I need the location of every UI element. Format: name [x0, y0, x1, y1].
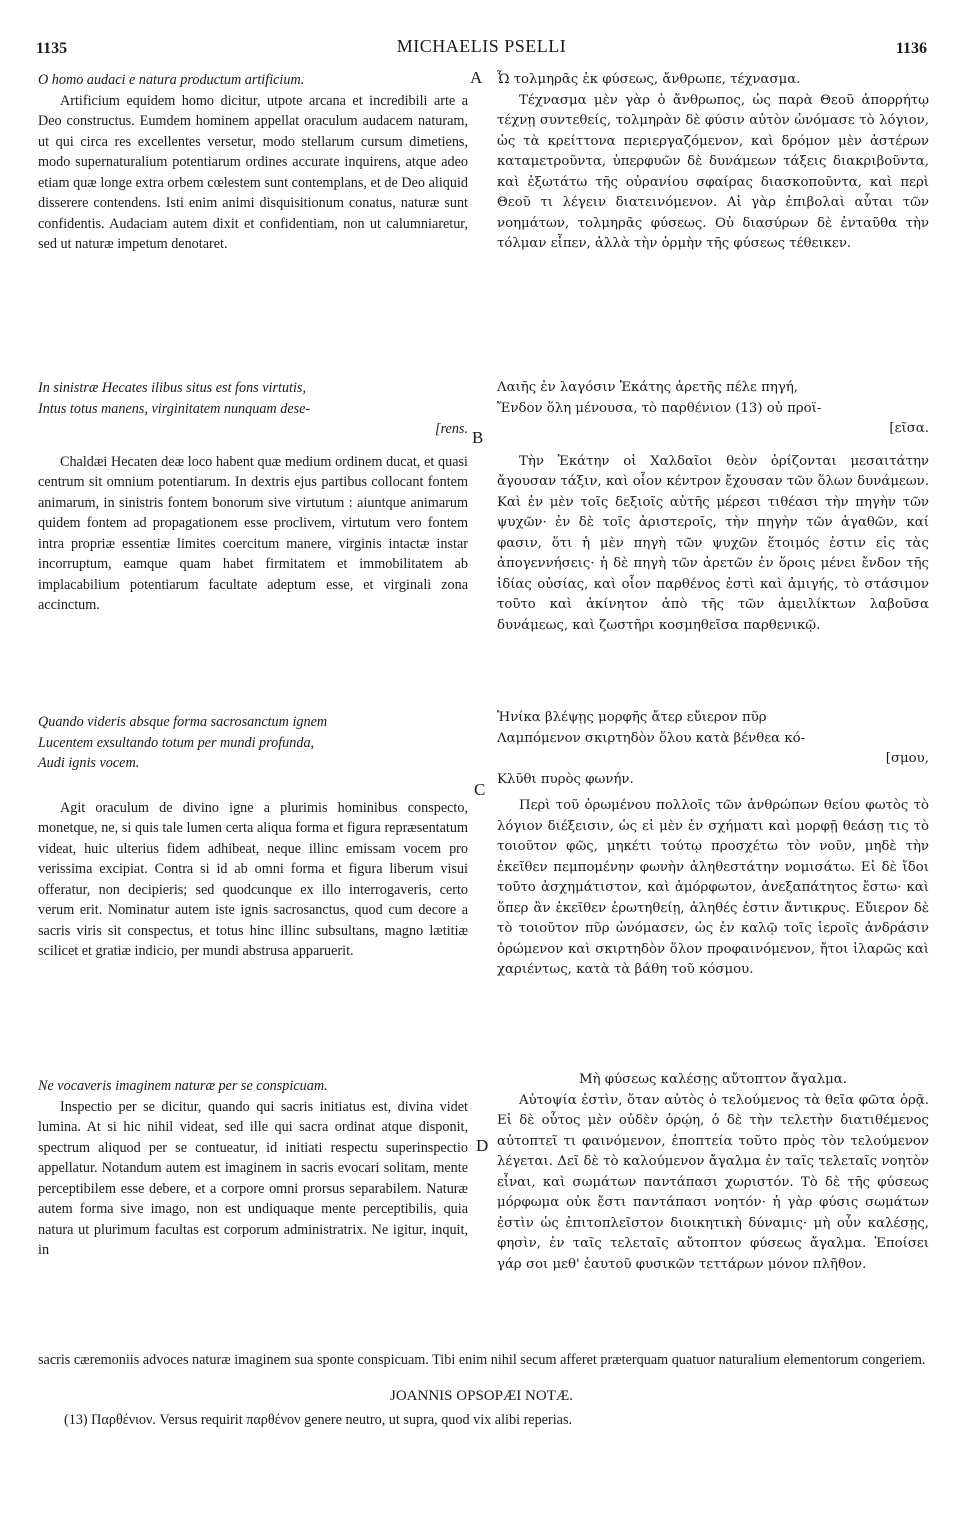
greek-section-3 [497, 708, 929, 981]
latin-lemma-3-line-1: Quando videris absque forma sacrosanctum ignem [38, 714, 328, 730]
section-marker-d: D [476, 1136, 489, 1155]
greek-lemma-1: Ὦ τολμηρᾶς ἐκ φύσεως, ἄνθρωπε, τέχνασμα. [497, 72, 801, 87]
greek-paragraph-4: Αὐτοψία ἐστὶν, ὅταν αὐτὸς ὁ τελούμενος τὰ θεῖα φῶτα ὁρᾷ. Εἰ δὲ οὗτος μὲν οὐδὲν ὁρῴη, ὁ δὲ τὴν τελετὴν διατιθέμενος αὐτοπτεῖ τι φαινόμενον, ἐποπτεία τοῦτο πρὸς τὸν τελούμενον λέγεται. Δεῖ δὲ τὸ καλούμενον ἄγαλμα ἐν ταῖς τελεταῖς νοητὸν εἶναι, καὶ σωμάτων παντάπασι χωριστόν. Τὸ δὲ τῆς φύσεως μόρφωμα οὐκ ἔστι παντάπασι νοητόν· ἡ γὰρ φύσις σωμάτων ἐστὶν ὡς ἐπιτοπλεῖστον διοικητικὴ δύναμις· μὴ οὖν καλέσῃς, φησὶν, ἐν ταῖς τελεταῖς αὔτοπτον φύσεως ἄγαλμα. Ἐποίσει γάρ σοι μεθ' ἑαυτοῦ φυσικῶν τεττάρων μόνον πλῆθον. [497, 1092, 929, 1272]
latin-continuation: sacris cæremoniis advoces naturæ imaginem sua sponte conspicuam. Tibi enim nihil secum afferet præterquam quatuor naturalium elementorum congeriem. [38, 1352, 926, 1368]
latin-lemma-2-line-1: In sinistræ Hecates ilibus situs est fons virtutis, [38, 380, 306, 396]
greek-lemma-2-line-2: Ἔνδον ὅλη μένουσα, τὸ παρθένιον (13) οὐ προϊ- [497, 400, 822, 416]
latin-lemma-4: Ne vocaveris imaginem naturæ per se conspicuam. [38, 1078, 328, 1094]
page-number-left: 1135 [36, 40, 68, 57]
latin-section-4 [38, 1076, 468, 1261]
latin-lemma-2-line-2: Intus totus manens, virginitatem nunquam dese- [38, 400, 311, 417]
greek-section-1 [497, 70, 929, 255]
latin-section-2 [38, 378, 468, 616]
page-number-right: 1136 [895, 40, 927, 57]
greek-paragraph-2: Τὴν Ἑκάτην οἱ Χαλδαῖοι θεὸν ὁρίζονται μεσαιτάτην ἄγουσαν τάξιν, καὶ οἷον κέντρον ἔχουσαν τῶν ὅλων δυνάμεων. Καὶ ἐν μὲν τοῖς δεξιοῖς αὐτῆς μέρεσι τιθέασι τὴν πηγὴν τῶν ψυχῶν· ἐν δὲ τοῖς ἀριστεροῖς, τὴν πηγὴν τῶν ἀγαθῶν, καί φασιν, ὅτι ἡ μὲν πηγὴ τῶν ψυχῶν ἕτοιμός ἐστιν εἰς τὰς ἀπογεννήσεις· ἡ δὲ πηγὴ τῶν ἀρετῶν ἐν ὅροις μένει ἔνδον τῆς ἰδίας οὐσίας, καὶ οἷον παρθένος ἐστὶ καὶ ἀμιγής, τὸ στάσιμον τοῦτο καὶ ἀκίνητον ἀπὸ τῆς τῶν ἀμειλίκτων λαβοῦσα δυνάμεως, καὶ ζωστῆρι κοσμηθεῖσα παρθενικῷ. [497, 453, 929, 633]
greek-lemma-3-line-2: Λαμπόμενον σκιρτηδὸν ὅλου κατὰ βένθεα κό- [497, 730, 806, 746]
latin-lemma-1: O homo audaci e natura productum artificium. [38, 72, 305, 88]
section-marker-c: C [474, 780, 486, 799]
running-title: MICHAELIS PSELLI [396, 36, 567, 56]
footnote-13: (13) Παρθένιον. Versus requirit παρθένον genere neutro, ut supra, quod vix alibi reperias. [64, 1412, 573, 1428]
greek-lemma-3-line-1: Ἡνίκα βλέψῃς μορφῆς ἄτερ εὔιερον πῦρ [497, 710, 767, 725]
section-marker-a: A [470, 68, 483, 87]
greek-lemma-3-line-4: Κλῦθι πυρὸς φωνήν. [497, 771, 634, 787]
greek-section-2 [497, 378, 929, 636]
notes-heading: JOANNIS OPSOPÆI NOTÆ. [390, 1388, 573, 1404]
greek-lemma-2-line-3: [εῖσα. [889, 421, 929, 436]
latin-lemma-2-line-3: [rens. [435, 421, 468, 437]
latin-lemma-3-line-2: Lucentem exsultando totum per mundi profunda, [38, 734, 315, 751]
latin-section-1 [38, 70, 468, 255]
latin-paragraph-2: Chaldæi Hecaten deæ loco habent quæ medium ordinem ducat, et quasi centrum sit omnium potentiarum. In dextris ejus partibus collocant fontem animarum, in sinistris fontem bonorum sive virtutum : aiuntque animarum quidem fontem ad propagationem esse proclivem, virtutum vero fontem intra propriæ essentiæ limites coercitum manere, virginis intactæ instar incorruptum, eamque quam habet firmitatem et immobilitatem ab implacabilium potentiarum facultate adeptum esse, et virginali zona accinctum. [38, 453, 468, 613]
greek-lemma-4: Μὴ φύσεως καλέσῃς αὔτοπτον ἄγαλμα. [578, 1072, 848, 1087]
greek-paragraph-3: Περὶ τοῦ ὁρωμένου πολλοῖς τῶν ἀνθρώπων θείου φωτὸς τὸ λόγιον διέξεισιν, ὡς εἰ μὲν ἐν σχήματι καὶ μορφῇ θεάσῃ τις τὸ τοιοῦτον φῶς, μηκέτι τούτῳ προσχέτω τὸν νοῦν, μηδὲ τὴν ἐκεῖθεν πεμπομένην φωνὴν ἀληθεστάτην νομισάτω. Εἰ δὲ ἴδοι τοῦτο ἀσχημάτιστον, καὶ ἀμόρφωτον, ἀνεξαπάτητος ἔστω· καὶ ὅπερ ἂν ἐκεῖθεν ἐρωτηθείῃ, ἀληθές ἐστιν ἄντικρυς. Εὔιερον δὲ τὸ τοιοῦτον πῦρ ὠνόμασεν, ὡς ἐν καλῷ τοῖς ἱεροῖς ἀνδράσιν ὁρώμενον καὶ σκιρτηδὸν ὅλον προφαινόμενον, ἤτοι ἱλαρῶς καὶ χαριέντως, κατὰ τὰ βάθη τοῦ κόσμου. [497, 798, 929, 977]
section-marker-b: B [472, 428, 484, 447]
greek-paragraph-1: Τέχνασμα μὲν γὰρ ὁ ἄνθρωπος, ὡς παρὰ Θεοῦ ἀπορρήτῳ τέχνῃ συντεθείς, τολμηρὰν δὲ φύσιν αὐτὸν ὠνόμασε τὸ λόγιον, ὡς τὰ κρείττονα περιεργαζόμενον, καὶ δρόμον μὲν ἀστέρων καταμετροῦντα, ὑπερφυῶν δὲ δυνάμεων τάξεις διακριβοῦντα, καὶ ἐξωτάτω τῆς οὐρανίου σφαίρας διασκοποῦντα, καὶ περὶ Θεοῦ τι λέγειν διατεινόμενον. Αἱ γὰρ ἐπιβολαὶ αὗται τῶν νοημάτων, τολμηρᾶς φύσεως. Οὐ διασύρων δὲ ἐνταῦθα τὴν τόλμαν εἶπεν, ἀλλὰ τὴν ὁρμὴν τῆς φύσεως τέθεικεν. [497, 92, 929, 251]
greek-section-4 [497, 1070, 929, 1275]
latin-paragraph-3: Agit oraculum de divino igne a plurimis hominibus conspecto, monetque, ne, si quis tale lumen certa aliqua forma et figura repræsentatum videat, huic ulterius fidem adhibeat, neque illinc emissam vocem pro verissima excipiat. Contra si id ab omni forma et figura liberum visui offeratur, non decipieris; sed quodcunque ex illo interrogaveris, certo verum erit. Nominatur autem iste ignis sacrosanctus, quod cum decore a sacris viris sit conspectus, et totus hinc illinc subsultans, magno lætitiæ scilicet et gratiæ indicio, per mundi abstrusa apparuerit. [38, 799, 468, 959]
greek-lemma-3-line-3: [σμου, [885, 751, 929, 766]
greek-lemma-2-line-1: Λαιῆς ἐν λαγόσιν Ἑκάτης ἀρετῆς πέλε πηγή, [497, 380, 799, 395]
latin-lemma-3-line-3: Audi ignis vocem. [38, 755, 140, 771]
latin-paragraph-4: Inspectio per se dicitur, quando qui sacris initiatus est, divina videt lumina. At si hic nihil videat, sed ille qui sacra ordinat atque disponit, spectrum aliquod per se contueatur, id initiati respectu superinspectio appellatur. Notandum autem est imaginem in sacris evocari solitam, mente perceptibilem esse debere, et a corpore omni prorsus separabilem. Naturæ autem forma sive imago, non est undiquaque mente perceptibilis, quia natura ut plurimum facultas est corporum administratrix. Ne igitur, inquit, in [38, 1098, 468, 1258]
latin-section-3 [38, 712, 468, 962]
latin-paragraph-1: Artificium equidem homo dicitur, utpote arcana et incredibili arte a Deo constructus. Eumdem hominem appellat oraculum audacem naturam, ut qui circa res excellentes versetur, modo stellarum cursum dimetiens, modo supernaturalium potentiarum ordines accurate inquirens, atque adeo etiam quæ longe extra orbem cœlestem sunt contemplans, et de Deo aliquid disserere contendens. Isti enim animi disquisitionum conatus, naturæ sunt confidentis. Audaciam autem dixit et confidentiam, non ut calumniaretur, sed ut naturæ impetum denotaret. [38, 92, 468, 252]
